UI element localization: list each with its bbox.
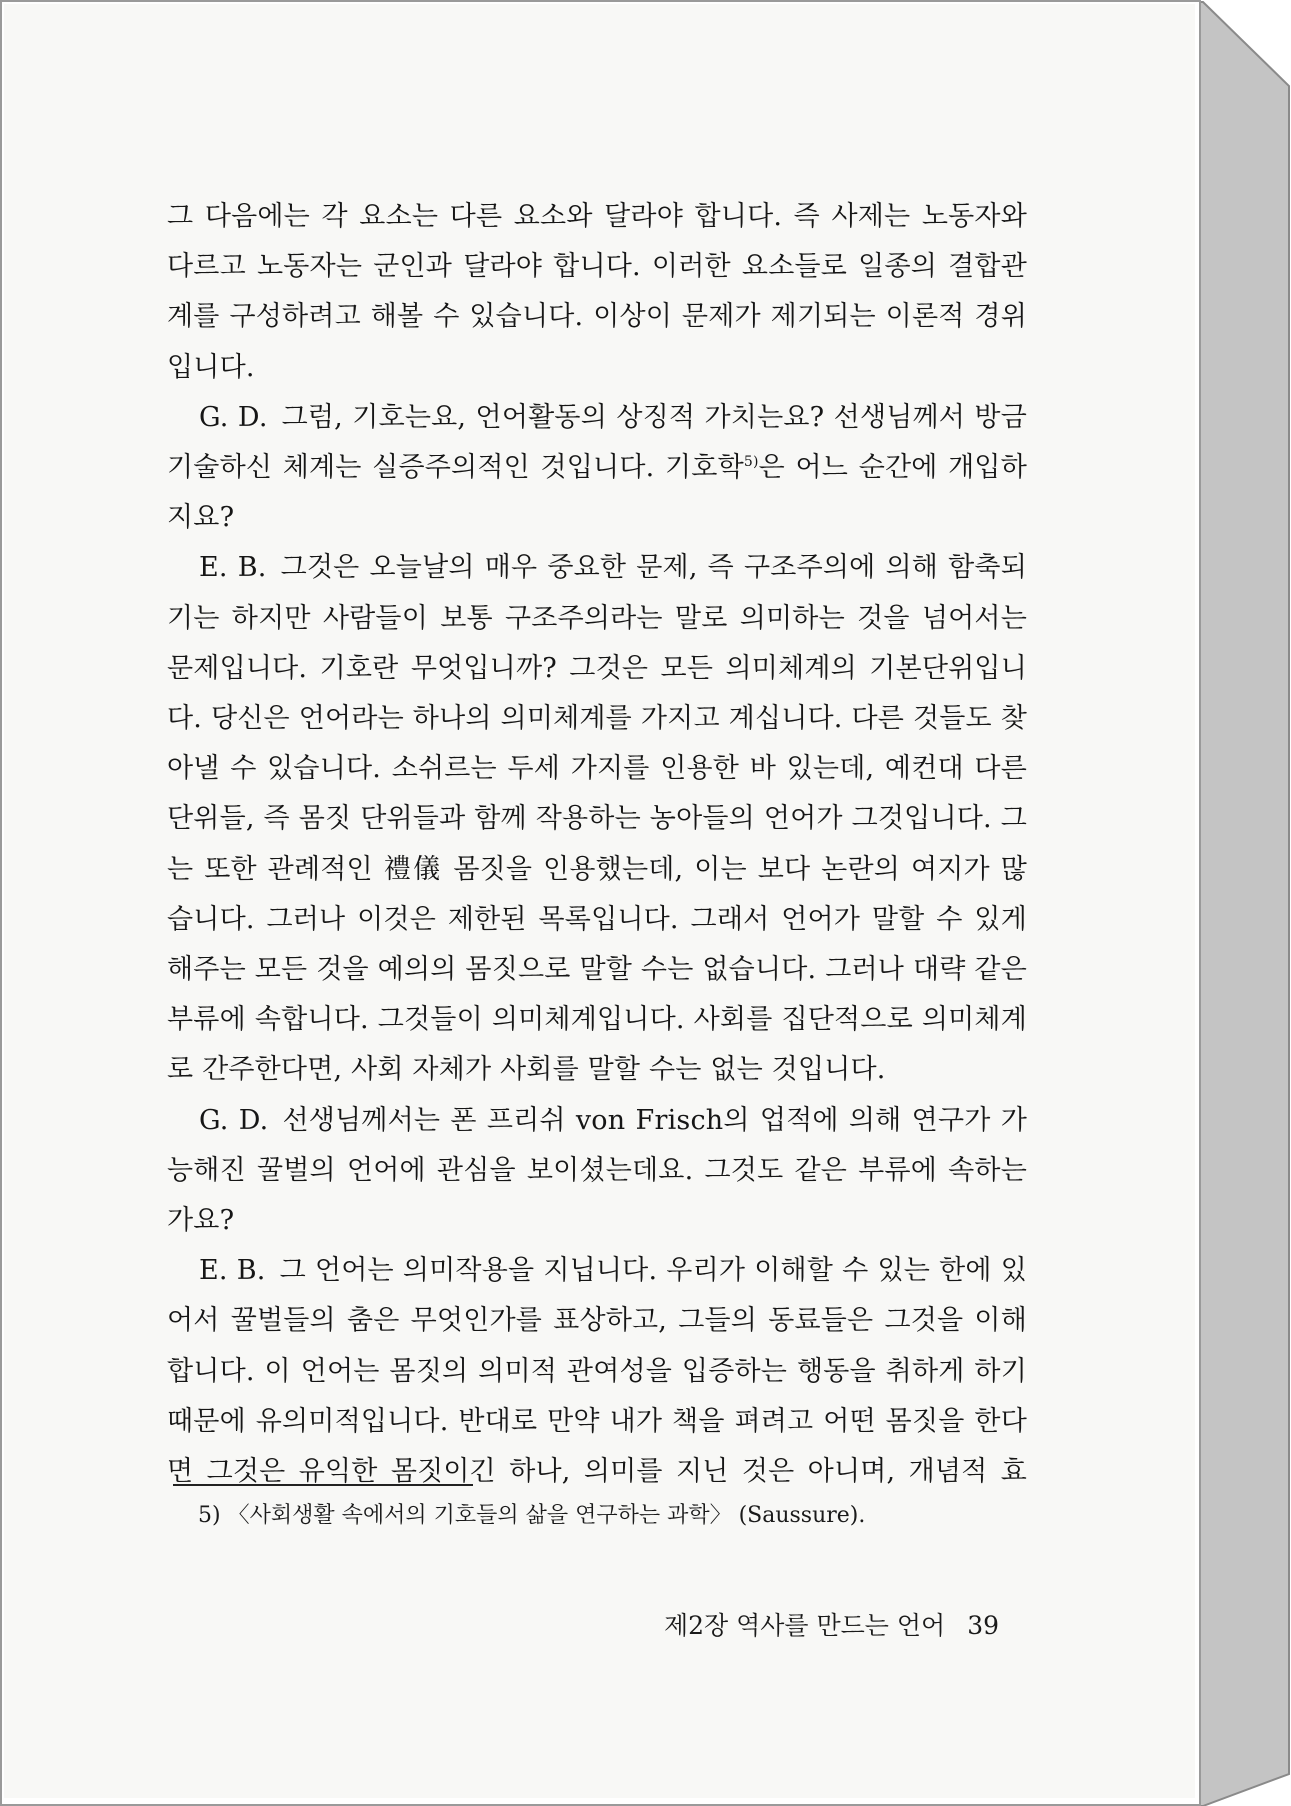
paragraph-text: 그럼, 기호는요, 언어활동의 상징적 가치는요? 선생님께서 방금 기술하신 체계는 실증주의적인 것입니다. 기호학 — [167, 401, 1027, 484]
speaker-label: G. D. — [199, 1104, 269, 1136]
speaker-label: E. B. — [199, 1255, 266, 1287]
paragraph-text: 그 언어는 의미작용을 지닙니다. 우리가 이해할 수 있는 한에 있어서 꿀벌들의 춤은 무엇인가를 표상하고, 그들의 동료들은 그것을 이해합니다. 이 언어는 몸짓의 의미적 관여성을 입증하는 행동을 취하게 하기 때문에 유의미적입니다. 반대로 만약 내가 책을 펴려고 어떤 몸짓을 한다면 그것은 유익한 몸짓이긴 하나, 의미를 지닌 것은 아니며, 개념적 효 — [167, 1255, 1027, 1488]
footnote-reference: 5) — [743, 454, 759, 471]
paragraph-text: 선생님께서는 폰 프리쉬 von Frisch의 업적에 의해 연구가 가능해진 꿀벌의 언어에 관심을 보이셨는데요. 그것도 같은 부류에 속하는 가요? — [167, 1104, 1027, 1237]
footnote: 5) 〈사회생활 속에서의 기호들의 삶을 연구하는 과학〉 (Saussure). — [198, 1503, 866, 1528]
paragraph-text: 그 다음에는 각 요소는 다른 요소와 달라야 합니다. 즉 사제는 노동자와 다르고 노동자는 군인과 달라야 합니다. 이러한 요소들로 일종의 결합관계를 구성하려고 해볼 수 있습니다. 이상이 문제가 제기되는 이론적 경위입니다. — [167, 201, 1027, 383]
chapter-title: 제2장 역사를 만드는 언어 — [663, 1611, 946, 1640]
speaker-label: G. D. — [199, 401, 268, 433]
speaker-label: E. B. — [199, 552, 267, 584]
paragraph-text: 은 어느 순간에 개입하지요? — [167, 452, 1027, 534]
paragraph-2 — [167, 393, 1027, 544]
paragraph-5 — [167, 1246, 1027, 1497]
footnote-divider — [173, 1484, 473, 1486]
paragraph-1 — [167, 192, 1027, 393]
paragraph-4 — [167, 1096, 1027, 1247]
body-text — [167, 192, 1027, 1497]
page-number: 39 — [967, 1611, 999, 1640]
paragraph-text: 그것은 오늘날의 매우 중요한 문제, 즉 구조주의에 의해 함축되기는 하지만 사람들이 보통 구조주의라는 말로 의미하는 것을 넘어서는 문제입니다. 기호란 무엇입니까? 그것은 모든 의미체계의 기본단위입니다. 당신은 언어라는 하나의 의미체계를 가지고 계십니다. 다른 것들도 찾아낼 수 있습니다. 소쉬르는 두세 가지를 인용한 바 있는데, 예컨대 다른 단위들, 즉 몸짓 단위들과 함께 작용하는 농아들의 언어가 그것입니다. 그는 또한 관례적인 禮儀 몸짓을 인용했는데, 이는 보다 논란의 여지가 많습니다. 그러나 이것은 제한된 목록입니다. 그래서 언어가 말할 수 있게 해주는 모든 것을 예의의 몸짓으로 말할 수는 없습니다. 그러나 대략 같은 부류에 속합니다. 그것들이 의미체계입니다. 사회를 집단적으로 의미체계로 간주한다면, 사회 자체가 사회를 말할 수는 없는 것입니다. — [167, 552, 1027, 1086]
paragraph-3 — [167, 543, 1027, 1095]
page-footer — [664, 1606, 999, 1642]
